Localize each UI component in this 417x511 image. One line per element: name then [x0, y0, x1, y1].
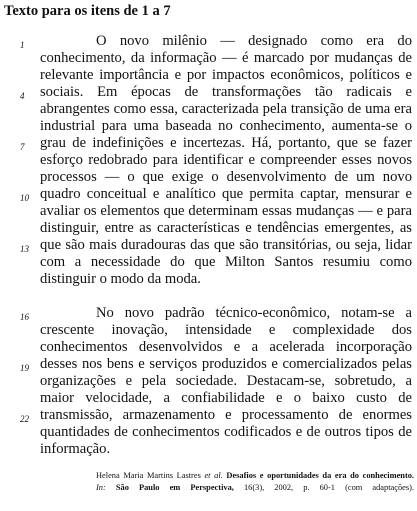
- text-line: distinguir, entre as características e tendências emergentes, as: [40, 220, 412, 236]
- line-number: 7: [20, 142, 25, 152]
- line-number: 22: [20, 414, 29, 424]
- text-line: informação.: [40, 441, 111, 457]
- text-line: conhecimento, da informação — é marcado por mudanças de: [40, 50, 412, 66]
- source-title: Desafios e oportunidades da era do conhecimento.: [226, 471, 415, 480]
- text-line: desses nos bens e serviços produzidos e comercializados pelas: [40, 356, 412, 372]
- text-line: quantidades de conhecimentos codificados e de outros tipos de: [40, 424, 412, 440]
- text-line: crescente inovação, intensidade e complexidade dos: [40, 322, 412, 338]
- source-in-label: In:: [96, 483, 106, 492]
- line-number: 10: [20, 193, 29, 203]
- text-line: grau de indefinições e incertezas. Há, portanto, que se fazer: [40, 135, 412, 151]
- line-number: 13: [20, 244, 29, 254]
- line-number: 19: [20, 363, 29, 373]
- line-number: 4: [20, 91, 25, 101]
- text-line: esforço redobrado para identificar e compreender esses novos: [40, 152, 412, 168]
- text-line: No novo padrão técnico-econômico, notam-se a: [96, 305, 412, 321]
- text-line: O novo milênio — designado como era do: [96, 33, 412, 49]
- source-etal: et al: [204, 471, 221, 480]
- text-line: relevante importância e por impactos econômicos, políticos e: [40, 67, 412, 83]
- text-line: com a necessidade do que Milton Santos resumiu como: [40, 254, 412, 270]
- text-line: transmissão, armazenamento e processamento de enormes: [40, 407, 412, 423]
- document-heading: Texto para os itens de 1 a 7: [4, 3, 171, 19]
- text-line: avaliar os elementos que determinam essas mudanças — e para: [40, 203, 412, 219]
- source-details: 16(3), 2002, p. 60-1 (com adaptações).: [243, 483, 414, 492]
- source-citation-line-1: Helena Maria Martins Lastres et al. Desafios e oportunidades da era do conhecimento.: [96, 471, 415, 480]
- text-line: quadro conceitual e analítico que permita captar, mensurar e: [40, 186, 412, 202]
- text-line: distinguir o modo da moda.: [40, 271, 201, 287]
- line-number: 1: [20, 40, 25, 50]
- line-number: 16: [20, 312, 29, 322]
- text-line: processos — o que exige o desenvolvimento de um novo: [40, 169, 412, 185]
- source-author: Helena Maria Martins Lastres: [96, 471, 201, 480]
- source-journal: São Paulo em Perspectiva,: [115, 483, 234, 492]
- text-line: conhecimentos desenvolvidos e a acelerada incorporação: [40, 339, 412, 355]
- text-line: industrial para uma baseada no conhecimento, aumenta-se o: [40, 118, 412, 134]
- text-line: organizações e pela sociedade. Destacam-se, sobretudo, a: [40, 373, 412, 389]
- text-line: sociais. Em épocas de transformações tão radicais e: [40, 84, 412, 100]
- text-line: abrangentes como essa, caracterizada pela transição de uma era: [40, 101, 412, 117]
- text-line: maior velocidade, a confiabilidade e o baixo custo de: [40, 390, 412, 406]
- text-line: que são mais duradouras das que são transitórias, ou seja, lidar: [40, 237, 412, 253]
- source-citation-line-2: [96, 482, 414, 493]
